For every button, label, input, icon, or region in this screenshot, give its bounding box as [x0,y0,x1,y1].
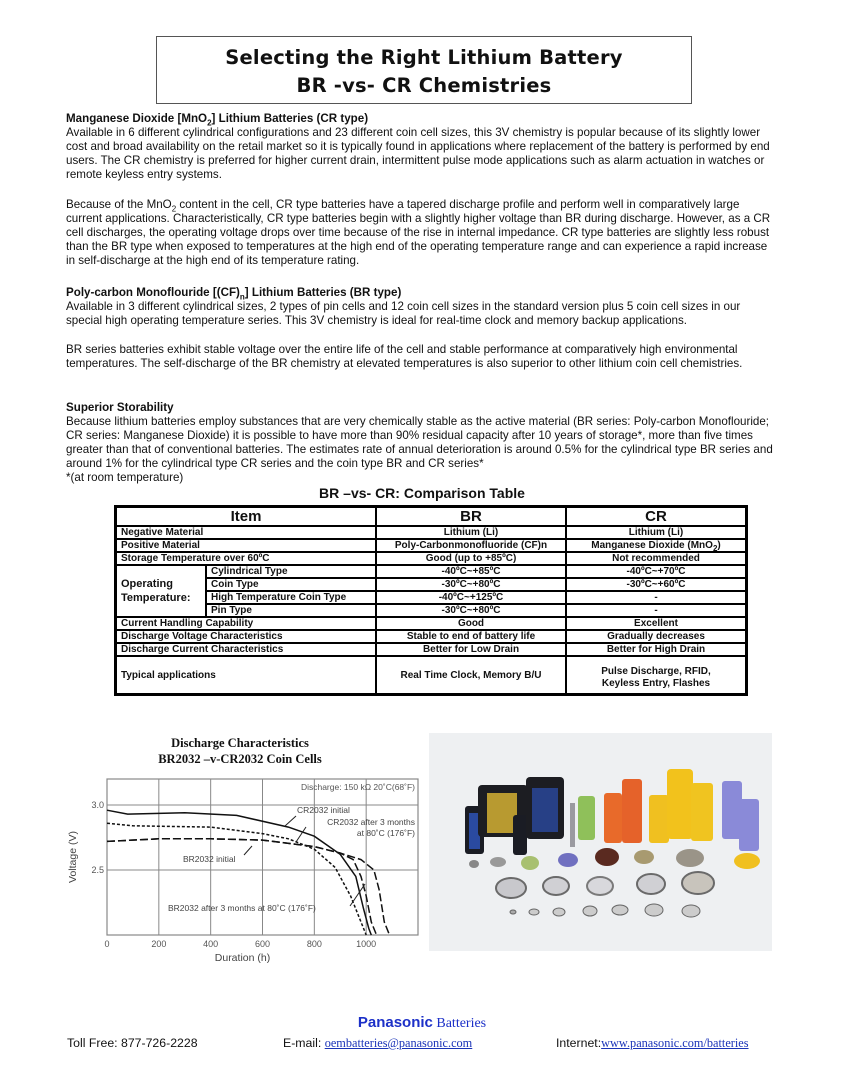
section-storability [66,401,778,486]
section-heading-br: Poly-carbon Monoflouride $[(CF)_n]$ Lithium Batteries (BR type) [66,286,402,302]
table-row [116,565,747,578]
page-title: Selecting the Right Lithium Battery [225,46,623,69]
section-br-detail [66,343,778,371]
section-body: Because lithium batteries employ substances that are very chemically stable as the active material (BR series: Poly-carbon Monoflouride; CR series: Manganese Dioxide) it is possible to have more than 90% residual capacity after 10 years of storage*, more than five times greater than that of conventional batteries. The estimates rate of annual deterioration is around 0.5% for the cylindrical type BR series and around 1% for the cylindrical type CR series and the coin type BR and CR series* [66,415,773,471]
section-br [66,286,778,328]
table-row [116,630,747,643]
x-tick-label: 600 [254,939,271,949]
cr-value: Not recommended [566,552,747,565]
br-value: -30ºC~+80ºC [376,604,566,617]
header-item: Item [116,507,377,527]
table-row [116,656,747,695]
x-tick-label: 200 [151,939,167,949]
table-title: BR –vs- CR: Comparison Table [319,485,525,501]
row-label: High Temperature Coin Type [206,591,376,604]
series-label-cr-initial: CR2032 initial [297,805,350,815]
table-row [116,591,747,604]
website-link[interactable]: www.panasonic.com/batteries [601,1036,749,1050]
cr-value: Lithium (Li) [566,526,747,539]
section-heading-cr: Manganese Dioxide [MnO$_2$] Lithium Batteries (CR type) [66,112,369,128]
row-label: Pin Type [206,604,376,617]
cr-value: Excellent [566,617,747,630]
br-value: Better for Low Drain [376,643,566,656]
comparison-table [114,505,748,696]
cr-value: - [566,604,747,617]
br-value: -40ºC~+125ºC [376,591,566,604]
series-label-cr-aged: CR2032 after 3 months [327,817,415,827]
chart-annotation: Discharge: 150 kΩ 20˚C(68˚F) [300,782,415,792]
series-label-br-aged: BR2032 after 3 months at 80˚C (176˚F) [168,903,316,913]
chart-title: Discharge Characteristics BR2032 –v-CR2032 Coin Cells [158,736,322,766]
row-label: Positive Material [116,539,377,552]
discharge-chart [60,770,420,970]
header-cr: CR [566,507,747,527]
section-body: Because of the MnO$_2$ content in the cell, CR type batteries have a tapered discharge profile and perform well in comparatively large current applications. Characteristically, CR type batteries begin with a slightly higher voltage than BR during discharge. However, as a CR cell discharges, the operating voltage drops over time because of the rise in internal impedance. CR type batteries are slightly less robust than the BR type when exposed to temperatures at the high end of the operating temperature range and can experience a rapid increase in self-discharge at the high end of its temperature rating. [66,198,771,268]
cr-value: -40ºC~+70ºC [566,565,747,578]
br-value: Poly-Carbonmonofluoride (CF)n [376,539,566,552]
row-label: Cylindrical Type [206,565,376,578]
table-row [116,539,747,552]
operating-temperature-label: Operating Temperature: [116,565,207,617]
toll-free: Toll Free: 877-726-2228 [67,1036,198,1050]
y-tick-label: 3.0 [91,800,104,810]
header-br: BR [376,507,566,527]
table-row [116,643,747,656]
row-label: Discharge Voltage Characteristics [116,630,377,643]
cr-value: Manganese Dioxide (MnO$_2$) [566,539,747,552]
table-row [116,526,747,539]
row-label: Current Handling Capability [116,617,377,630]
br-value: Good (up to +85ºC) [376,552,566,565]
x-tick-label: 800 [306,939,322,949]
x-axis-label: Duration (h) [214,952,271,964]
y-axis-label: Voltage (V) [67,831,79,883]
cr-value: Gradually decreases [566,630,747,643]
email-link[interactable]: oembatteries@panasonic.com [324,1036,473,1050]
cr-value: - [566,591,747,604]
br-value: Lithium (Li) [376,526,566,539]
table-row [116,578,747,591]
x-tick-label: 0 [104,939,110,949]
section-cr-detail [66,198,778,268]
section-body: Available in 3 different cylindrical sizes, 2 types of pin cells and 12 coin cell sizes in the standard version plus 5 coin cell sizes in our special high operating temperature series. This 3V chemistry is ideal for real-time clock and memory backup applications. [66,300,741,328]
br-value: Stable to end of battery life [376,630,566,643]
section-heading-storability: Superior Storability [66,401,174,414]
table-row [116,617,747,630]
table-row [116,552,747,565]
br-value: Good [376,617,566,630]
section-body: BR series batteries exhibit stable voltage over the entire life of the cell and stable performance at comparatively high environmental temperatures. The self-discharge of the BR chemistry at elevated temperatures is also superior to other lithium coin cell chemistries. [66,343,743,371]
table-header-row [116,507,747,527]
batteries-image [429,733,772,951]
row-label: Coin Type [206,578,376,591]
row-label: Typical applications [116,656,377,695]
table-row [116,604,747,617]
footer-brand [0,1014,844,1032]
footnote: *(at room temperature) [66,471,184,485]
internet-row: Internet:www.panasonic.com/batteries [556,1036,749,1050]
series-label-cr-aged-2: at 80˚C (176˚F) [356,828,415,838]
cr-value: Better for High Drain [566,643,747,656]
x-tick-label: 1000 [356,939,377,949]
br-value: -40ºC~+85ºC [376,565,566,578]
row-label: Storage Temperature over 60ºC [116,552,377,565]
battery-photo [429,733,772,951]
section-body: Available in 6 different cylindrical configurations and 23 different coin cell sizes, this 3V chemistry is popular because of its slightly lower cost and broad availability on the retail market so it is typically found in applications where replacement of the battery is performed by end users. The CR chemistry is preferred for higher current drain, intermittent pulse mode applications such as alarm actuation in watches or remote keyless entry systems. [66,126,770,182]
page-subtitle: BR -vs- CR Chemistries [296,74,552,97]
row-label: Discharge Current Characteristics [116,643,377,656]
series-label-br-initial: BR2032 initial [183,854,236,864]
cr-value: -30ºC~+60ºC [566,578,747,591]
title-box [156,36,692,104]
br-value: Real Time Clock, Memory B/U [376,656,566,695]
email-row: E-mail: oembatteries@panasonic.com [283,1036,473,1050]
x-tick-label: 400 [203,939,219,949]
brand-text: Batteries [432,1016,487,1031]
row-label: Negative Material [116,526,377,539]
cr-value: Pulse Discharge, RFID, Keyless Entry, Flashes [566,656,747,695]
panasonic-logo: Panasonic [357,1014,433,1031]
section-cr [66,112,778,182]
y-tick-label: 2.5 [91,865,104,875]
br-value: -30ºC~+80ºC [376,578,566,591]
